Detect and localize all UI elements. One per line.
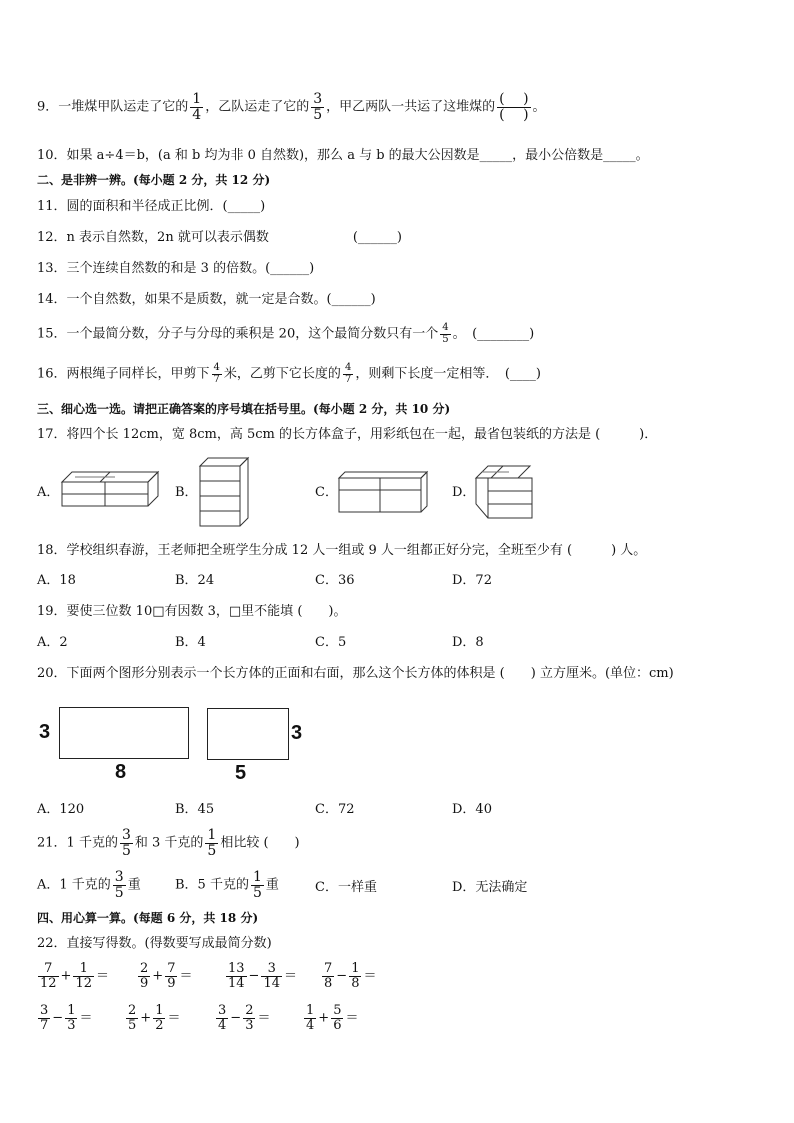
q22: 22．直接写得数。(得数要写成最简分数)	[37, 936, 272, 951]
box-figure-a	[60, 470, 160, 510]
q17-option-c[interactable]: C．	[315, 485, 338, 500]
calc-item[interactable]: $\frac{2}{5}$ + $\frac{1}{2}$ ＝	[128, 1003, 181, 1033]
fraction: $\frac{1}{5}$	[252, 869, 262, 901]
q21-option-a[interactable]: A．1 千克的 $\frac{3}{5}$ 重	[37, 869, 141, 901]
q10: 10．如果 a÷4＝b，(a 和 b 均为非 0 自然数)，那么 a 与 b 的最大公因数是_____，最小公倍数是_____。	[37, 148, 649, 163]
q14: 14．一个自然数，如果不是质数，就一定是合数。(______)	[37, 292, 376, 307]
q18-option-b[interactable]: B．24	[175, 573, 215, 588]
section-3-heading: 三、细心选一选。请把正确答案的序号填在括号里。(每小题 2 分，共 10 分)	[37, 402, 451, 416]
calc-item[interactable]: $\frac{1}{4}$ + $\frac{5}{6}$ ＝	[306, 1003, 359, 1033]
right-face-figure	[205, 706, 315, 786]
q20-option-d[interactable]: D．40	[452, 802, 492, 817]
q17-option-d[interactable]: D．	[452, 485, 476, 500]
q18-option-c[interactable]: C．36	[315, 573, 355, 588]
box-figure-d	[474, 464, 536, 520]
q18-option-a[interactable]: A．18	[37, 573, 76, 588]
q15: 15．一个最简分数，分子与分母的乘积是 20，这个最简分数只有一个 $\frac{4}{5}$ 。 (________)	[37, 322, 535, 345]
q19-option-a[interactable]: A．2	[37, 635, 68, 650]
q19: 19．要使三位数 10□有因数 3，□里不能填 ( )。	[37, 604, 347, 619]
q12: 12．n 表示自然数，2n 就可以表示偶数 (______)	[37, 230, 402, 245]
height-label: 3	[291, 722, 303, 744]
q9: 9．一堆煤甲队运走了它的 $\frac{1}{4}$ ，乙队运走了它的 $\frac{3}{5}$ ，甲乙两队一共运了这堆煤的 ( ) ( ) 。	[37, 91, 546, 123]
q20-option-b[interactable]: B．45	[175, 802, 215, 817]
q21: 21．1 千克的 $\frac{3}{5}$ 和 3 千克的 $\frac{1}{5}$ 相比较 ( )	[37, 827, 300, 859]
q16: 16．两根绳子同样长，甲剪下 $\frac{4}{7}$ 米，乙剪下它长度的 $\frac{4}{7}$ ，则剩下长度一定相等． (____)	[37, 362, 541, 385]
box-figure-b	[198, 456, 250, 528]
q21-option-d[interactable]: D．无法确定	[452, 880, 528, 895]
calc-item[interactable]: $\frac{13}{14}$ − $\frac{3}{14}$ ＝	[228, 961, 298, 991]
q19-option-b[interactable]: B．4	[175, 635, 206, 650]
section-2-heading: 二、是非辨一辨。(每小题 2 分，共 12 分)	[37, 173, 271, 187]
q20-option-c[interactable]: C．72	[315, 802, 355, 817]
fraction: $\frac{1}{5}$	[207, 827, 217, 859]
fraction: $\frac{3}{5}$	[114, 869, 124, 901]
box-figure-c	[337, 470, 429, 514]
q11: 11．圆的面积和半径成正比例．(_____)	[37, 199, 266, 214]
q20-option-a[interactable]: A．120	[37, 802, 85, 817]
fraction: $\frac{3}{5}$	[121, 827, 131, 859]
q17: 17．将四个长 12cm，宽 8cm，高 5cm 的长方体盒子，用彩纸包在一起，最省包装纸的方法是 ( )．	[37, 427, 658, 442]
length-label: 8	[115, 761, 127, 783]
height-label: 3	[39, 721, 51, 743]
q17-option-b[interactable]: B．	[175, 485, 198, 500]
section-4-heading: 四、用心算一算。(每题 6 分，共 18 分)	[37, 911, 259, 925]
q13: 13．三个连续自然数的和是 3 的倍数。(______)	[37, 261, 315, 276]
fraction: $\frac{4}{7}$	[213, 362, 220, 385]
front-face-figure	[35, 703, 195, 783]
calc-item[interactable]: $\frac{3}{4}$ − $\frac{2}{3}$ ＝	[218, 1003, 271, 1033]
q17-option-a[interactable]: A．	[37, 485, 60, 500]
fraction: $\frac{4}{5}$	[442, 322, 449, 345]
q21-option-c[interactable]: C．一样重	[315, 880, 377, 895]
width-label: 5	[235, 762, 247, 784]
calc-item[interactable]: $\frac{7}{8}$ − $\frac{1}{8}$ ＝	[324, 961, 377, 991]
q21-option-b[interactable]: B．5 千克的 $\frac{1}{5}$ 重	[175, 869, 279, 901]
q18-option-d[interactable]: D．72	[452, 573, 492, 588]
calc-item[interactable]: $\frac{7}{12}$ + $\frac{1}{12}$ ＝	[40, 961, 110, 991]
answer-fraction-blank[interactable]: ( ) ( )	[499, 91, 529, 123]
fraction: $\frac{4}{7}$	[344, 362, 352, 385]
q19-option-d[interactable]: D．8	[452, 635, 484, 650]
calc-item[interactable]: $\frac{3}{7}$ − $\frac{1}{3}$ ＝	[40, 1003, 93, 1033]
q19-option-c[interactable]: C．5	[315, 635, 347, 650]
calc-item[interactable]: $\frac{2}{9}$ + $\frac{7}{9}$ ＝	[140, 961, 193, 991]
q18: 18．学校组织春游，王老师把全班学生分成 12 人一组或 9 人一组都正好分完，全班至少有 ( ) 人。	[37, 543, 647, 558]
q20: 20．下面两个图形分别表示一个长方体的正面和右面，那么这个长方体的体积是 ( ) 立方厘米。(单位：cm)	[37, 666, 674, 681]
fraction: $\frac{1}{4}$	[192, 91, 202, 123]
fraction: $\frac{3}{5}$	[313, 91, 323, 123]
